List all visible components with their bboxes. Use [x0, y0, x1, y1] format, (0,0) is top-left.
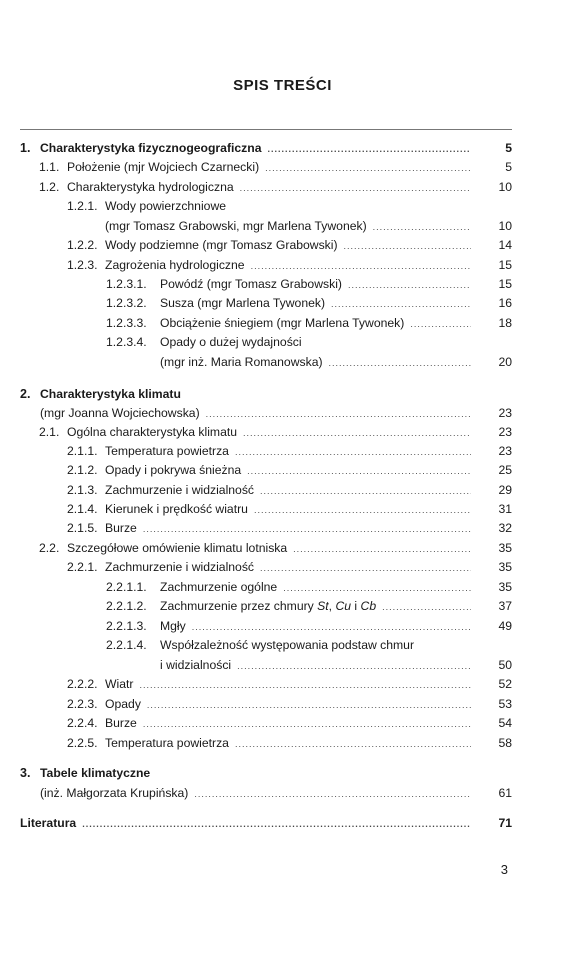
toc-entry-title: Burze — [105, 716, 137, 730]
toc-entry-title: Charakterystyka fizycznogeograficzna — [40, 141, 262, 155]
toc-entry-number: 1.2.3. — [67, 258, 98, 272]
dot-leader — [410, 315, 471, 334]
toc-entry-title: Wody powierzchniowe — [105, 199, 227, 213]
toc-entry-title: Charakterystyka hydrologiczna — [67, 180, 234, 194]
toc-entry-title: Obciążenie śniegiem (mgr Marlena Tywonek) — [160, 316, 405, 330]
toc-entry — [0, 578, 565, 597]
toc-entry — [0, 461, 565, 480]
dot-leader — [147, 696, 471, 715]
toc-entry — [0, 217, 565, 236]
toc-entry-title: (mgr Joanna Wojciechowska) — [40, 406, 200, 420]
toc-entry-number: 2.1.5. — [67, 521, 98, 535]
toc-entry-number: 2.1.3. — [67, 483, 98, 497]
toc-entry-page: 58 — [498, 736, 512, 750]
toc-entry-title: Zachmurzenie ogólne — [160, 580, 278, 594]
toc-entry — [0, 385, 565, 404]
toc-entry-number: 2.2.2. — [67, 677, 98, 691]
toc-entry-page: 20 — [498, 355, 512, 369]
toc-entry — [0, 158, 565, 177]
toc-entry — [0, 178, 565, 197]
toc-entry-title: Zachmurzenie i widzialność — [105, 560, 255, 574]
toc-entry-page: 15 — [498, 258, 512, 272]
toc-entry-title: (mgr inż. Maria Romanowska) — [160, 355, 323, 369]
toc-entry-title: Temperatura powietrza — [105, 736, 229, 750]
toc-entry-number: 3. — [20, 766, 31, 780]
toc-entry — [0, 558, 565, 577]
toc-entry-title: Temperatura powietrza — [105, 444, 229, 458]
toc-entry-page: 32 — [498, 521, 512, 535]
toc-entry-page: 53 — [498, 697, 512, 711]
toc-entry-page: 5 — [505, 160, 512, 174]
toc-entry-title: Zachmurzenie i widzialność — [105, 483, 255, 497]
toc-entry — [0, 814, 565, 833]
toc-entry — [0, 333, 565, 352]
toc-entry-page: 23 — [498, 406, 512, 420]
toc-entry — [0, 314, 565, 333]
dot-leader — [373, 218, 471, 237]
toc-entry-page: 37 — [498, 599, 512, 613]
toc-entry — [0, 764, 565, 783]
dot-leader — [235, 735, 471, 754]
toc-entry-page: 35 — [498, 541, 512, 555]
dot-leader — [143, 715, 471, 734]
toc-entry-number: 1.2.2. — [67, 238, 98, 252]
toc-entry — [0, 294, 565, 313]
page-title: SPIS TREŚCI — [233, 77, 332, 94]
toc-entry-number: 2.2.3. — [67, 697, 98, 711]
toc-entry-number: 2.2.4. — [67, 716, 98, 730]
toc-entry-page: 25 — [498, 463, 512, 477]
toc-entry-page: 50 — [498, 658, 512, 672]
toc-entry-number: 1.2.1. — [67, 199, 98, 213]
dot-leader — [194, 785, 471, 804]
toc-entry-number: 2.1.2. — [67, 463, 98, 477]
toc-entry-title: Opady i pokrywa śnieżna — [105, 463, 242, 477]
dot-leader — [344, 237, 471, 256]
toc-entry-number: 2.2.5. — [67, 736, 98, 750]
toc-entry — [0, 539, 565, 558]
dot-leader — [143, 520, 471, 539]
toc-entry-page: 16 — [498, 296, 512, 310]
dot-leader — [268, 140, 472, 159]
dot-leader — [240, 179, 471, 198]
dot-leader — [283, 579, 471, 598]
toc-entry-number: 1.2.3.3. — [106, 316, 147, 330]
toc-entry — [0, 784, 565, 803]
dot-leader — [331, 295, 471, 314]
toc-entry-number: 1.2.3.1. — [106, 277, 147, 291]
toc-entry-number: 2.1.1. — [67, 444, 98, 458]
toc-entry-number: 2. — [20, 387, 31, 401]
toc-entry-page: 10 — [498, 219, 512, 233]
toc-entry-number: 1.2.3.4. — [106, 335, 147, 349]
toc-entry — [0, 500, 565, 519]
toc-entry-number: 1.1. — [39, 160, 60, 174]
toc-entry-page: 18 — [498, 316, 512, 330]
toc-entry-page: 10 — [498, 180, 512, 194]
toc-entry — [0, 236, 565, 255]
toc-entry-title: Opady — [105, 697, 141, 711]
toc-entry-page: 52 — [498, 677, 512, 691]
toc-entry — [0, 519, 565, 538]
toc-entry-title: Wody podziemne (mgr Tomasz Grabowski) — [105, 238, 338, 252]
toc-entry — [0, 442, 565, 461]
toc-entry — [0, 404, 565, 423]
toc-entry-page: 5 — [505, 141, 512, 155]
dot-leader — [265, 159, 471, 178]
toc-entry-number: 2.2. — [39, 541, 60, 555]
dot-leader — [329, 354, 471, 373]
toc-entry-title: Tabele klimatyczne — [40, 766, 151, 780]
toc-entry-title: i widzialności — [160, 658, 232, 672]
toc-entry-number: 2.1.4. — [67, 502, 98, 516]
toc-entry-title: Kierunek i prędkość wiatru — [105, 502, 248, 516]
dot-leader — [235, 443, 471, 462]
toc-entry — [0, 597, 565, 616]
dot-leader — [260, 559, 471, 578]
toc-entry-page: 15 — [498, 277, 512, 291]
toc-entry-title: (mgr Tomasz Grabowski, mgr Marlena Tywonek) — [105, 219, 367, 233]
toc-entry-page: 23 — [498, 444, 512, 458]
dot-leader — [251, 257, 471, 276]
dot-leader — [348, 276, 471, 295]
toc-entry-title: Burze — [105, 521, 137, 535]
toc-entry — [0, 197, 565, 216]
toc-entry — [0, 275, 565, 294]
toc-entry-title: (inż. Małgorzata Krupińska) — [40, 786, 189, 800]
toc-entry-number: 2.1. — [39, 425, 60, 439]
toc-entry — [0, 256, 565, 275]
toc-entry-number: 1.2. — [39, 180, 60, 194]
toc-entry-page: 49 — [498, 619, 512, 633]
toc-entry — [0, 675, 565, 694]
toc-entry-number: 2.2.1.2. — [106, 599, 147, 613]
toc-entry-title: Zagrożenia hydrologiczne — [105, 258, 245, 272]
toc-entry — [0, 481, 565, 500]
toc-entry — [0, 734, 565, 753]
dot-leader — [237, 657, 471, 676]
toc-entry-page: 31 — [498, 502, 512, 516]
toc-entry-title: Wiatr — [105, 677, 134, 691]
toc-entry-page: 23 — [498, 425, 512, 439]
dot-leader — [139, 676, 471, 695]
toc-entry-number: 1. — [20, 141, 31, 155]
toc-entry — [0, 695, 565, 714]
dot-leader — [260, 482, 471, 501]
toc-entry-title: Mgły — [160, 619, 186, 633]
toc-entry-number: 2.2.1.1. — [106, 580, 147, 594]
toc-entry-title: Powódź (mgr Tomasz Grabowski) — [160, 277, 342, 291]
toc-entry-title: Opady o dużej wydajności — [160, 335, 302, 349]
toc-entry-number: 1.2.3.2. — [106, 296, 147, 310]
dot-leader — [254, 501, 471, 520]
toc-entry — [0, 353, 565, 372]
toc-entry-page: 54 — [498, 716, 512, 730]
dot-leader — [247, 462, 471, 481]
dot-leader — [293, 540, 471, 559]
toc-entry-title: Współzależność występowania podstaw chmur — [160, 638, 415, 652]
dot-leader — [382, 598, 471, 617]
toc-entry-title: Susza (mgr Marlena Tywonek) — [160, 296, 326, 310]
dot-leader — [206, 405, 471, 424]
toc-entry-page: 29 — [498, 483, 512, 497]
toc-entry-number: 2.2.1.3. — [106, 619, 147, 633]
toc-entry-number: 2.2.1. — [67, 560, 98, 574]
toc-entry-page: 35 — [498, 560, 512, 574]
page-number: 3 — [500, 862, 508, 877]
toc-entry-title: Położenie (mjr Wojciech Czarnecki) — [67, 160, 260, 174]
toc-entry — [0, 636, 565, 655]
dot-leader — [243, 424, 471, 443]
toc-entry-title: Ogólna charakterystyka klimatu — [67, 425, 238, 439]
toc-entry — [0, 656, 565, 675]
toc-entry-page: 71 — [498, 816, 512, 830]
toc-entry — [0, 714, 565, 733]
toc-entry-page: 35 — [498, 580, 512, 594]
toc-entry-title: Zachmurzenie przez chmury St, Cu i Cb — [160, 599, 377, 613]
toc-entry — [0, 139, 565, 158]
toc-entry-title: Charakterystyka klimatu — [40, 387, 181, 401]
toc-entry — [0, 423, 565, 442]
toc-entry — [0, 617, 565, 636]
dot-leader — [82, 815, 471, 834]
toc-entry-title: Literatura — [20, 816, 77, 830]
toc-entry-title: Szczegółowe omówienie klimatu lotniska — [67, 541, 288, 555]
toc-entry-page: 61 — [498, 786, 512, 800]
dot-leader — [192, 618, 471, 637]
toc-entry-number: 2.2.1.4. — [106, 638, 147, 652]
toc-entry-page: 14 — [498, 238, 512, 252]
